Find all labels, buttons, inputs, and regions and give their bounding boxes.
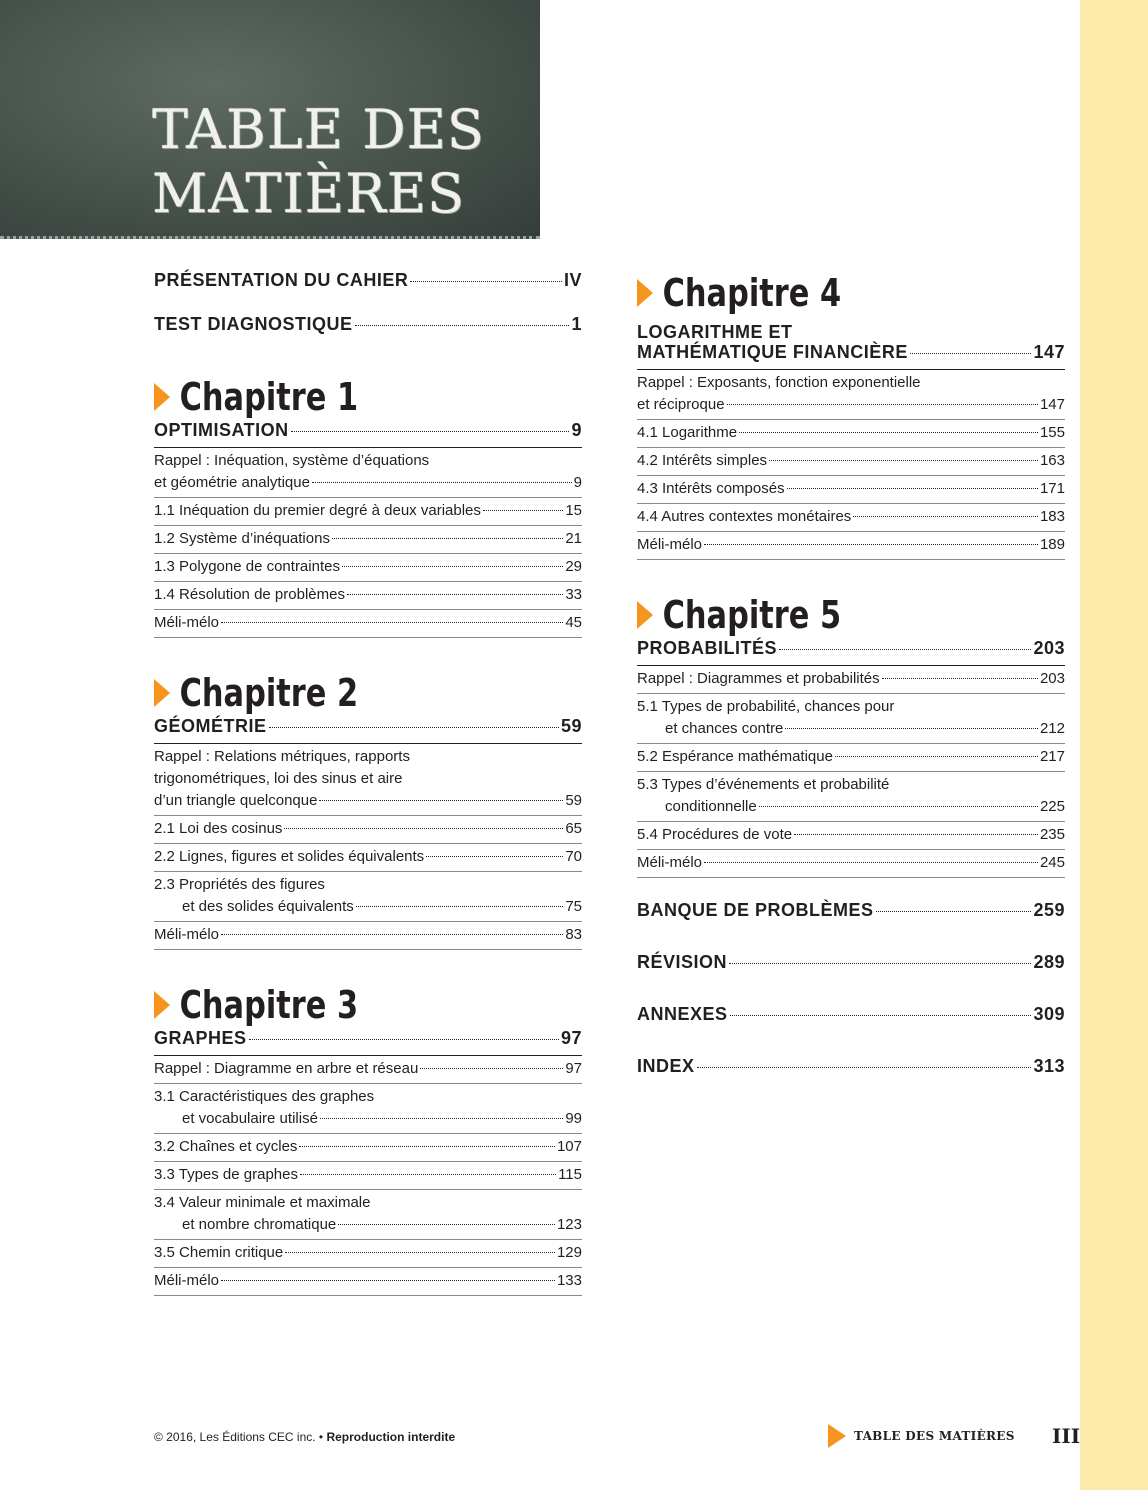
chapter-4-block: [637, 270, 1065, 560]
toc-entry[interactable]: [154, 922, 582, 950]
entry-label: RÉVISION: [637, 952, 728, 972]
dot-leader: [332, 538, 563, 539]
entry-page: 189: [1039, 536, 1065, 553]
section-page: 59: [560, 716, 582, 736]
section-label: OPTIMISATION: [154, 420, 289, 440]
dot-leader: [269, 727, 559, 728]
entry-label: 1.2 Système d’inéquations: [154, 530, 330, 547]
toc-entry[interactable]: [637, 666, 1065, 694]
entry-label: 4.1 Logarithme: [637, 424, 738, 441]
dot-leader: [483, 510, 563, 511]
entry-page: 309: [1033, 1004, 1065, 1024]
dot-leader: [759, 806, 1038, 807]
toc-entry[interactable]: [154, 1190, 582, 1240]
page-number: III: [1052, 1424, 1081, 1448]
dot-leader: [420, 1068, 563, 1069]
dot-leader: [285, 1252, 555, 1253]
entry-label: 2.1 Loi des cosinus: [154, 820, 283, 837]
entry-page: 107: [556, 1138, 582, 1155]
toc-entry[interactable]: [154, 526, 582, 554]
entry-page: 163: [1039, 452, 1065, 469]
dot-leader: [853, 516, 1038, 517]
dot-leader: [355, 325, 570, 326]
dot-leader: [739, 432, 1038, 433]
entry-page: 15: [565, 502, 582, 519]
entry-label: INDEX: [637, 1056, 695, 1076]
section-label: PROBABILITÉS: [637, 638, 778, 658]
entry-page: 183: [1039, 508, 1065, 525]
dot-leader: [249, 1039, 559, 1040]
entry-page: 203: [1039, 670, 1065, 687]
toc-entry[interactable]: [154, 844, 582, 872]
entry-page: 65: [565, 820, 582, 837]
entry-label: 3.3 Types de graphes: [154, 1166, 298, 1183]
entry-label: Méli-mélo: [154, 1272, 220, 1289]
dot-leader: [729, 963, 1031, 964]
entry-label: Rappel : Diagrammes et probabilités: [637, 670, 880, 687]
reproduction-notice: Reproduction interdite: [326, 1430, 456, 1444]
dot-leader: [347, 594, 563, 595]
dot-leader: [221, 1280, 555, 1281]
entry-page: 9: [573, 474, 582, 491]
entry-page: 313: [1033, 1056, 1065, 1076]
chapter-title: Chapitre 4: [662, 271, 842, 315]
toc-entry[interactable]: [637, 744, 1065, 772]
entry-label-line1: Rappel : Relations métriques, rapports: [154, 748, 410, 765]
entry-page: IV: [563, 270, 582, 290]
dot-leader: [794, 834, 1038, 835]
toc-entry[interactable]: [637, 532, 1065, 560]
entry-label: 5.4 Procédures de vote: [637, 826, 793, 843]
section-page: 97: [560, 1028, 582, 1048]
dot-leader: [410, 281, 562, 282]
toc-entry[interactable]: [637, 850, 1065, 878]
entry-label-line2: et réciproque: [637, 396, 725, 413]
entry-label: Méli-mélo: [154, 926, 220, 943]
entry-label-line2: et vocabulaire utilisé: [182, 1110, 318, 1127]
toc-entry-index[interactable]: [637, 1056, 1065, 1108]
section-label: GÉOMÉTRIE: [154, 716, 267, 736]
chapter-3-section[interactable]: [154, 1028, 582, 1056]
dot-leader: [312, 482, 572, 483]
chevron-right-icon: [637, 601, 653, 629]
dot-leader: [320, 1118, 563, 1119]
dot-leader: [704, 862, 1038, 863]
side-color-band: [1080, 0, 1148, 1490]
entry-label-line1: 5.1 Types de probabilité, chances pour: [637, 698, 895, 715]
toc-entry-test-diagnostique[interactable]: [154, 314, 582, 344]
toc-entry[interactable]: [154, 744, 582, 816]
chapter-5-heading[interactable]: [637, 592, 979, 638]
dot-leader: [876, 911, 1032, 912]
entry-page: 133: [556, 1272, 582, 1289]
toc-entry-banque-de-problemes[interactable]: [637, 900, 1065, 952]
chevron-right-icon: [154, 991, 170, 1019]
entry-page: 171: [1039, 480, 1065, 497]
entry-page: 70: [565, 848, 582, 865]
chapter-2-heading[interactable]: [154, 670, 496, 716]
toc-entry-presentation[interactable]: [154, 270, 582, 300]
dot-leader: [769, 460, 1038, 461]
entry-page: 155: [1039, 424, 1065, 441]
toc-entry[interactable]: [154, 1134, 582, 1162]
section-page: 147: [1033, 342, 1065, 362]
entry-label: PRÉSENTATION DU CAHIER: [154, 270, 409, 290]
dot-leader: [882, 678, 1038, 679]
toc-entry[interactable]: [154, 610, 582, 638]
toc-entry[interactable]: [637, 504, 1065, 532]
toc-entry-annexes[interactable]: [637, 1004, 1065, 1056]
dot-leader: [835, 756, 1038, 757]
entry-page: 75: [565, 898, 582, 915]
toc-entry[interactable]: [154, 1162, 582, 1190]
dot-leader: [704, 544, 1038, 545]
dot-leader: [910, 353, 1032, 354]
dot-leader: [299, 1146, 555, 1147]
entry-label: TEST DIAGNOSTIQUE: [154, 314, 353, 334]
chevron-right-icon: [828, 1424, 846, 1448]
chevron-right-icon: [154, 383, 170, 411]
dot-leader: [779, 649, 1031, 650]
chapter-4-section[interactable]: [637, 322, 1065, 370]
toc-entry[interactable]: [154, 554, 582, 582]
entry-label-line2: conditionnelle: [665, 798, 757, 815]
entry-page: 59: [565, 792, 582, 809]
copyright-text: © 2016, Les Éditions CEC inc. •: [154, 1430, 324, 1444]
entry-page: 115: [558, 1166, 582, 1183]
entry-page: 29: [565, 558, 582, 575]
entry-label-line1: 3.4 Valeur minimale et maximale: [154, 1194, 371, 1211]
entry-label-line2: et nombre chromatique: [182, 1216, 337, 1233]
toc-entry[interactable]: [154, 448, 582, 498]
dot-leader: [338, 1224, 555, 1225]
page-title: [152, 98, 532, 226]
entry-label-line3: d’un triangle quelconque: [154, 792, 318, 809]
toc-entry[interactable]: [154, 1268, 582, 1296]
chapter-title: Chapitre 3: [179, 983, 359, 1027]
entry-page: 123: [556, 1216, 582, 1233]
entry-label-line2: et chances contre: [665, 720, 784, 737]
dot-leader: [300, 1174, 556, 1175]
footer-section-label: TABLE DES MATIÈRES: [854, 1429, 1015, 1443]
entry-label: Méli-mélo: [637, 536, 703, 553]
dot-leader: [291, 431, 570, 432]
entry-label-line1: Rappel : Inéquation, système d’équations: [154, 452, 430, 469]
entry-page: 99: [565, 1110, 582, 1127]
entry-label: ANNEXES: [637, 1004, 728, 1024]
entry-page: 129: [556, 1244, 582, 1261]
page-title-line2: MATIÈRES: [152, 162, 466, 225]
entry-label-line1: 3.1 Caractéristiques des graphes: [154, 1088, 375, 1105]
entry-page: 245: [1039, 854, 1065, 871]
entry-label-line2: et géométrie analytique: [154, 474, 310, 491]
toc-entry[interactable]: [637, 694, 1065, 744]
entry-page: 225: [1039, 798, 1065, 815]
entry-label: 4.4 Autres contextes monétaires: [637, 508, 852, 525]
entry-label: 1.1 Inéquation du premier degré à deux variables: [154, 502, 481, 519]
section-label: GRAPHES: [154, 1028, 247, 1048]
toc-entry[interactable]: [637, 822, 1065, 850]
entry-label: BANQUE DE PROBLÈMES: [637, 900, 874, 920]
entry-label: 1.4 Résolution de problèmes: [154, 586, 345, 603]
entry-label-line2: trigonométriques, loi des sinus et aire: [154, 770, 403, 787]
entry-label-line1: 2.3 Propriétés des figures: [154, 876, 325, 893]
entry-page: 83: [565, 926, 582, 943]
entry-label: Rappel : Diagramme en arbre et réseau: [154, 1060, 419, 1077]
section-label-line2: MATHÉMATIQUE FINANCIÈRE: [637, 342, 908, 362]
chapter-title: Chapitre 1: [179, 375, 359, 419]
entry-page: 212: [1039, 720, 1065, 737]
entry-label: 3.5 Chemin critique: [154, 1244, 284, 1261]
toc-entry[interactable]: [154, 816, 582, 844]
toc-entry[interactable]: [154, 1084, 582, 1134]
entry-label: 4.2 Intérêts simples: [637, 452, 768, 469]
entry-label: Méli-mélo: [637, 854, 703, 871]
toc-right-column: [637, 270, 1065, 1108]
dot-leader: [426, 856, 563, 857]
entry-page: 33: [565, 586, 582, 603]
dot-leader: [787, 488, 1038, 489]
chapter-2-section[interactable]: [154, 716, 582, 744]
chapter-4-heading[interactable]: [637, 270, 979, 316]
entry-label-line1: 5.3 Types d’événements et probabilité: [637, 776, 890, 793]
section-page: 9: [571, 420, 582, 440]
entry-page: 21: [565, 530, 582, 547]
entry-page: 259: [1033, 900, 1065, 920]
toc-entry[interactable]: [637, 448, 1065, 476]
entry-label: 4.3 Intérêts composés: [637, 480, 785, 497]
dot-leader: [221, 622, 563, 623]
chapter-1-section[interactable]: [154, 420, 582, 448]
toc-entry[interactable]: [154, 582, 582, 610]
entry-page: 235: [1039, 826, 1065, 843]
toc-entry[interactable]: [637, 420, 1065, 448]
dot-leader: [342, 566, 563, 567]
dot-leader: [319, 800, 563, 801]
entry-page: 45: [565, 614, 582, 631]
dot-leader: [221, 934, 563, 935]
toc-left-column: [154, 270, 582, 1296]
chapter-1-block: [154, 374, 582, 638]
dot-leader: [697, 1067, 1032, 1068]
chevron-right-icon: [154, 679, 170, 707]
section-label-line1: LOGARITHME ET: [637, 322, 793, 342]
section-page: 203: [1033, 638, 1065, 658]
toc-entry[interactable]: [154, 1056, 582, 1084]
chapter-1-heading[interactable]: [154, 374, 496, 420]
entry-page: 289: [1033, 952, 1065, 972]
chapter-3-block: [154, 982, 582, 1296]
toc-entry[interactable]: [637, 476, 1065, 504]
entry-label-line2: et des solides équivalents: [182, 898, 354, 915]
chevron-right-icon: [637, 279, 653, 307]
toc-entry[interactable]: [637, 370, 1065, 420]
toc-entry[interactable]: [637, 772, 1065, 822]
page-title-line1: TABLE DES: [152, 98, 485, 161]
entry-label: 5.2 Espérance mathématique: [637, 748, 833, 765]
chapter-5-section[interactable]: [637, 638, 1065, 666]
entry-page: 97: [565, 1060, 582, 1077]
dot-leader: [730, 1015, 1032, 1016]
entry-label: 2.2 Lignes, figures et solides équivalents: [154, 848, 425, 865]
chapter-2-block: [154, 670, 582, 950]
entry-page: 147: [1039, 396, 1065, 413]
entry-page: 1: [571, 314, 582, 334]
footer-section-marker: [828, 1424, 1015, 1448]
dot-leader: [284, 828, 563, 829]
footer-copyright: [154, 1430, 455, 1444]
chapter-title: Chapitre 5: [662, 593, 842, 637]
toc-entry-revision[interactable]: [637, 952, 1065, 1004]
entry-label: 3.2 Chaînes et cycles: [154, 1138, 298, 1155]
chapter-3-heading[interactable]: [154, 982, 496, 1028]
dot-leader: [727, 404, 1038, 405]
toc-entry[interactable]: [154, 1240, 582, 1268]
dot-leader: [356, 906, 564, 907]
entry-label: 1.3 Polygone de contraintes: [154, 558, 340, 575]
entry-label-line1: Rappel : Exposants, fonction exponentielle: [637, 374, 921, 391]
dot-leader: [785, 728, 1038, 729]
chapter-title: Chapitre 2: [179, 671, 359, 715]
entry-page: 217: [1039, 748, 1065, 765]
chapter-5-block: [637, 592, 1065, 878]
entry-label: Méli-mélo: [154, 614, 220, 631]
toc-entry[interactable]: [154, 498, 582, 526]
toc-entry[interactable]: [154, 872, 582, 922]
chalkboard-header: [0, 0, 540, 239]
